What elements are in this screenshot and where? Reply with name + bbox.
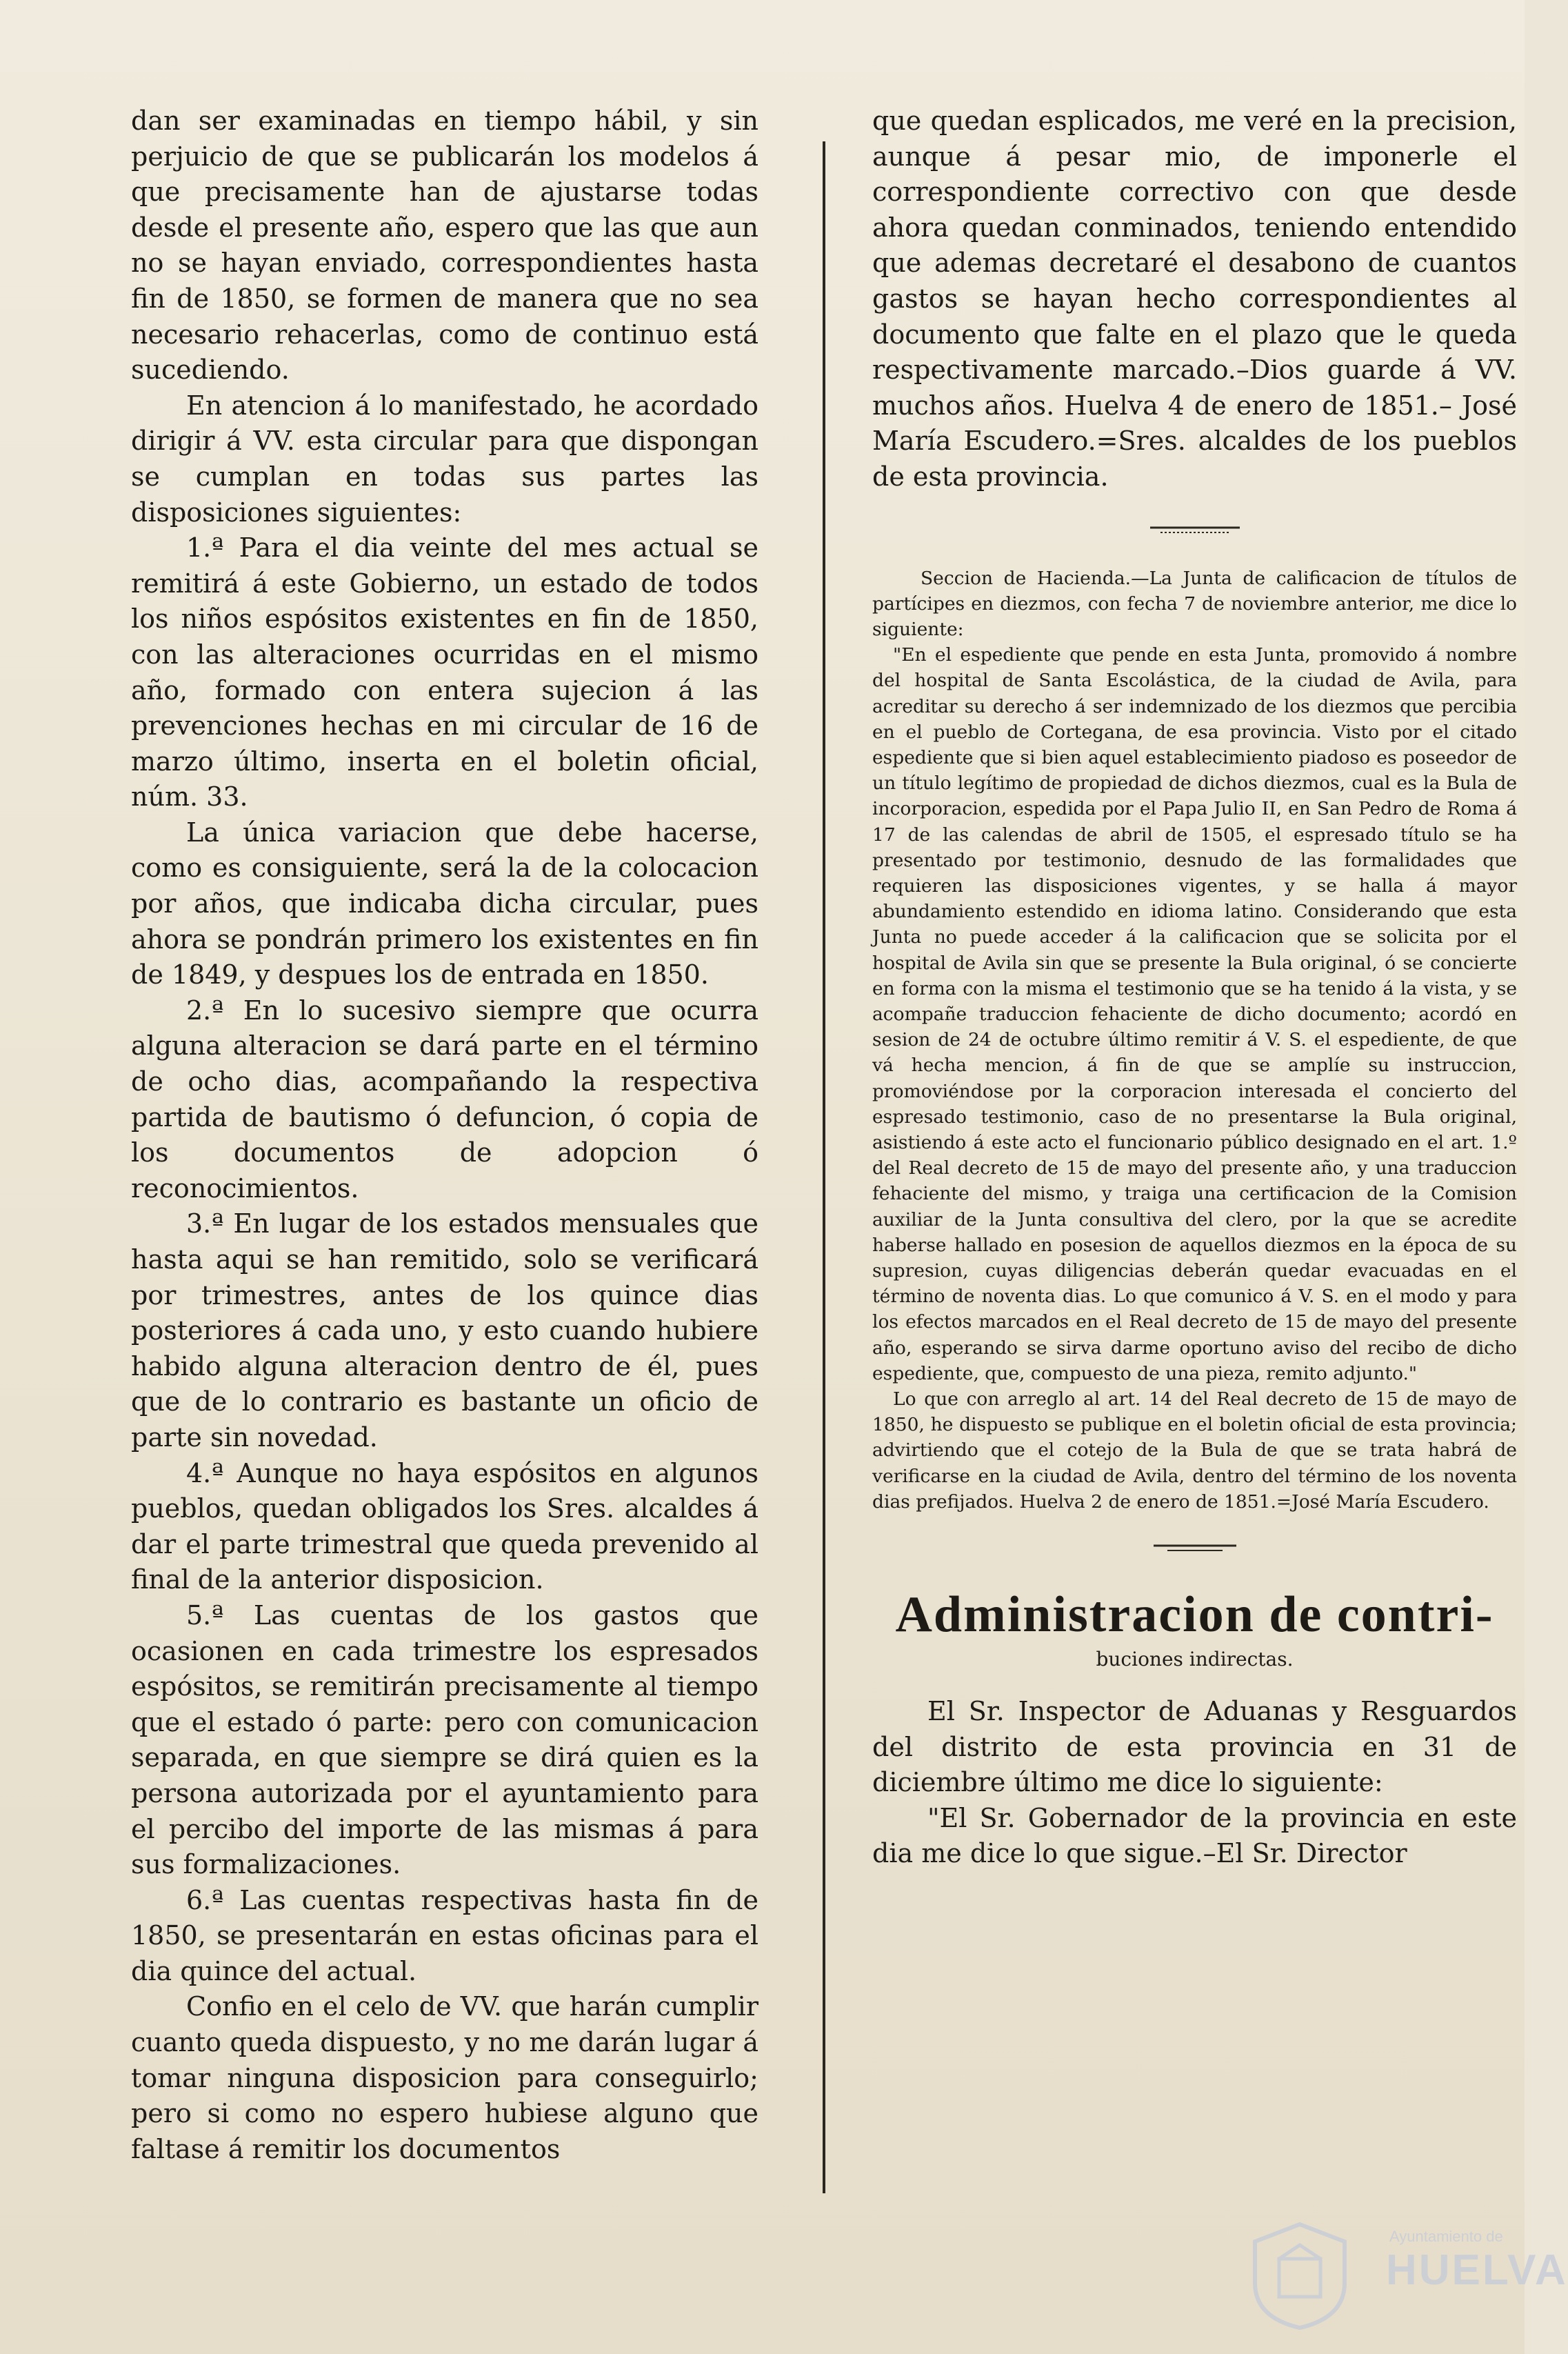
- provision-3: 3.ª En lugar de los estados mensuales que hasta aqui se han remitido, solo se verificará por trimestres, antes de los quince dias posteriores á cada uno, y esto cuando hubiere habido alguna alteracion dentro de él, pues que de lo contrario es bastante un oficio de parte sin novedad.: [131, 1208, 758, 1453]
- section-hacienda-quote: "En el espediente que pende en esta Junta, promovido á nombre del hospital de Santa Escolástica, de la ciudad de Avila, para acreditar su derecho á ser indemnizado de los diezmos que percibia en el pueblo de Cortegana, de esa provincia. Visto por el citado espediente que si bien aquel establecimiento piadoso es poseedor de un título legítimo de propiedad de dichos diezmos, cual es la Bula de incorporacion, espedida por el Papa Julio II, en San Pedro de Roma á 17 de las calendas de abril de 1505, el espresado título se ha presentado por testimonio, desnudo de las formalidades que requieren las disposiciones vigentes, y se halla á mayor abundamiento estendido en idioma latino. Considerando que esta Junta no puede acceder á la calificacion que se solicita por el hospital de Avila sin que se presente la Bula original, ó se concierte en forma con la misma el testimonio que se ha tenido á la vista, y se acompañe traduccion fehaciente de dicho documento; acordó en sesion de 24 de octubre último remitir á V. S. el espediente, de que vá hecha mencion, á fin de que se amplíe su instruccion, promoviéndose por la corporacion interesada el concierto del espresado testimonio, caso de no presentarse la Bula original, asistiendo á este acto el funcionario público designado en el art. 1.º del Real decreto de 15 de mayo del presente año, y una traduccion fehaciente del mismo, y traiga una certificacion de la Comision auxiliar de la Junta consultiva del clero, por la que se acredite haberse hallado en posesion de aquellos diezmos en la época de su supresion, cuyas diligencias deberán quedar evacuadas en el término de noventa dias. Lo que comunico á V. S. en el modo y para los efectos marcados en el Real decreto de 15 de mayo del presente año, esperando se sirva darme oportuno aviso del recibo de dicho espediente, que, compuesto de una pieza, remito adjunto.": [872, 644, 1517, 1384]
- huelva-watermark-logo: [1248, 2221, 1568, 2338]
- paragraph: dan ser examinadas en tiempo hábil, y sin perjuicio de que se publicarán los modelos á que precisamente han de ajustarse todas desde el presente año, espero que las que aun no se hayan enviado, correspondientes hasta fin de 1850, se formen de manera que no sea necesario rehacerlas, como de continuo está sucediendo.: [131, 106, 758, 386]
- provision-1: 1.ª Para el dia veinte del mes actual se remitirá á este Gobierno, un estado de todos los niños espósitos existentes en fin de 1850, con las alteraciones ocurridas en el mismo año, formado con entera sujecion á las prevenciones hechas en mi circular de 16 de marzo último, inserta en el boletin oficial, núm. 33.: [131, 532, 758, 812]
- paragraph: El Sr. Inspector de Aduanas y Resguardos del distrito de esta provincia en 31 de diciembre último me dice lo siguiente:: [872, 1696, 1517, 1798]
- section-heading: Administracion de contri-: [895, 1586, 1494, 1644]
- section-subheading: buciones indirectas.: [1096, 1648, 1294, 1671]
- right-column: [872, 103, 1517, 1872]
- paragraph: Confio en el celo de VV. que harán cumplir cuanto queda dispuesto, y no me darán lugar á tomar ninguna disposicion para conseguirlo; pero si como no espero hubiese alguno que faltase á remitir los documentos: [131, 1991, 758, 2164]
- ornament-divider: [1147, 1541, 1243, 1556]
- column-divider: [823, 141, 825, 2193]
- watermark-big-text: HUELVA: [1386, 2246, 1568, 2294]
- paragraph: que quedan esplicados, me veré en la precision, aunque á pesar mio, de imponerle el correspondiente correctivo con que desde ahora quedan conminados, teniendo entendido que ademas decretaré el desabono de cuantos gastos se hayan hecho correspondientes al documento que falte en el plazo que le queda respectivamente marcado.–Dios guarde á VV. muchos años. Huelva 4 de enero de 1851.– José María Escudero.=Sres. alcaldes de los pueblos de esta provincia.: [872, 106, 1517, 492]
- section-hacienda-intro: Seccion de Hacienda.—La Junta de calificacion de títulos de partícipes en diezmos, con fecha 7 de noviembre anterior, me dice lo siguiente:: [872, 567, 1517, 640]
- provision-6: 6.ª Las cuentas respectivas hasta fin de 1850, se presentarán en estas oficinas para el dia quince del actual.: [131, 1884, 758, 1986]
- coat-of-arms-icon: [1248, 2221, 1351, 2331]
- provision-4: 4.ª Aunque no haya espósitos en algunos pueblos, quedan obligados los Sres. alcaldes á dar el parte trimestral que queda prevenido al final de la anterior disposicion.: [131, 1457, 758, 1595]
- paragraph: En atencion á lo manifestado, he acordado dirigir á VV. esta circular para que dispongan se cumplan en todas sus partes las disposiciones siguientes:: [131, 390, 758, 528]
- section-hacienda-closing: Lo que con arreglo al art. 14 del Real decreto de 15 de mayo de 1850, he dispuesto se publique en el boletin oficial de esta provincia; advirtiendo que el cotejo de la Bula de que se trata habrá de verificarse en la ciudad de Avila, dentro del término de los noventa dias prefijados. Huelva 2 de enero de 1851.=José María Escudero.: [872, 1388, 1517, 1513]
- paragraph: "El Sr. Gobernador de la provincia en este dia me dice lo que sigue.–El Sr. Director: [872, 1802, 1517, 1869]
- watermark-small-text: Ayuntamiento de: [1389, 2228, 1503, 2245]
- paragraph: La única variacion que debe hacerse, como es consiguiente, será la de la colocacion por años, que indicaba dicha circular, pues ahora se pondrán primero los existentes en fin de 1849, y despues los de entrada en 1850.: [131, 817, 758, 990]
- provision-2: 2.ª En lo sucesivo siempre que ocurra alguna alteracion se dará parte en el término de ocho dias, acompañando la respectiva partida de bautismo ó defuncion, ó copia de los documentos de adopcion ó reconocimientos.: [131, 995, 758, 1204]
- ornament-divider: [1147, 523, 1243, 538]
- left-column: [131, 103, 758, 2167]
- provision-5: 5.ª Las cuentas de los gastos que ocasionen en cada trimestre los espresados espósitos, se remitirán precisamente al tiempo que el estado ó parte: pero con comunicacion separada, en que siempre se dirá quien es la persona autorizada por el ayuntamiento para el percibo del importe de las mismas á para sus formalizaciones.: [131, 1599, 758, 1880]
